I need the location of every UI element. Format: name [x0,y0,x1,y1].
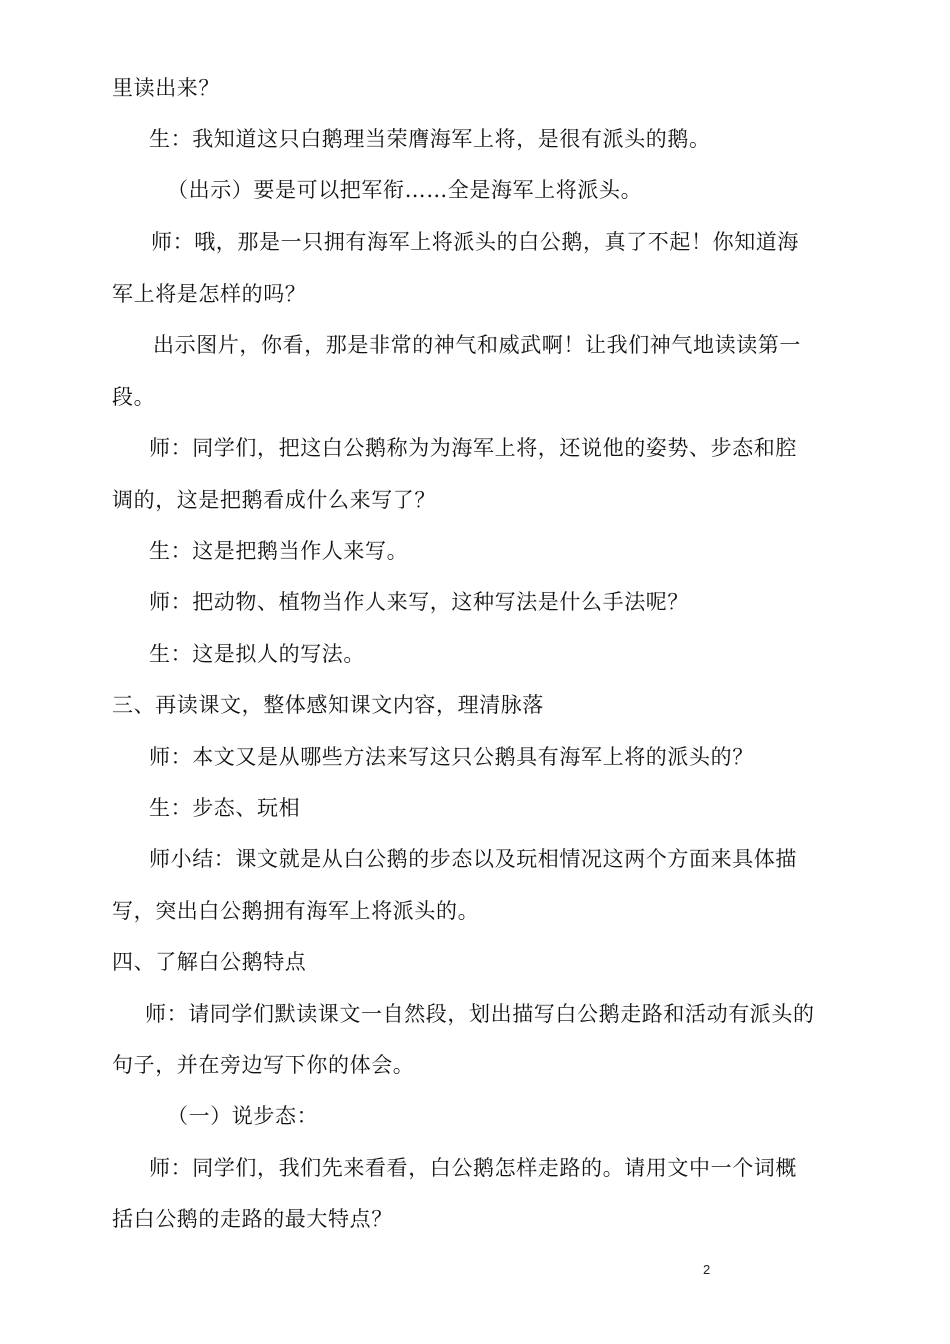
text-line: 生：这是拟人的写法。 [149,642,365,666]
text-line: 里读出来？ [112,76,220,100]
text-line: 师：请同学们默读课文一自然段，划出描写白公鹅走路和活动有派头的 [145,1002,815,1026]
text-line: 出示图片，你看，那是非常的神气和威武啊！让我们神气地读读第一 [153,333,801,357]
page-number: 2 [703,1262,711,1277]
section-heading: 四、了解白公鹅特点 [112,950,307,974]
text-line: 师：哦，那是一只拥有海军上将派头的白公鹅，真了不起！你知道海 [151,230,799,254]
text-line: 师：同学们，把这白公鹅称为为海军上将，还说他的姿势、步态和腔 [149,436,797,460]
text-line: 师小结：课文就是从白公鹅的步态以及玩相情况这两个方面来具体描 [149,847,797,871]
section-heading: 三、再读课文，整体感知课文内容，理清脉落 [112,693,544,717]
text-line: （出示）要是可以把军衔……全是海军上将派头。 [167,178,643,202]
text-line: 调的，这是把鹅看成什么来写了？ [112,488,436,512]
text-line: 生：步态、玩相 [149,796,301,820]
text-line: 段。 [112,385,156,409]
text-line: 括白公鹅的走路的最大特点？ [112,1207,393,1231]
text-line: 师：同学们，我们先来看看，白公鹅怎样走路的。请用文中一个词概 [149,1156,797,1180]
text-line: 师：把动物、植物当作人来写，这种写法是什么手法呢？ [149,590,689,614]
text-line: 生：这是把鹅当作人来写。 [149,539,409,563]
text-line: 军上将是怎样的吗？ [112,282,307,306]
text-line: 师：本文又是从哪些方法来写这只公鹅具有海军上将的派头的？ [149,745,754,769]
text-line: 生：我知道这只白鹅理当荣膺海军上将，是很有派头的鹅。 [149,127,711,151]
text-line: 句子，并在旁边写下你的体会。 [112,1053,415,1077]
text-line: 写，突出白公鹅拥有海军上将派头的。 [112,899,480,923]
subsection-heading: （一）说步态： [167,1104,319,1128]
